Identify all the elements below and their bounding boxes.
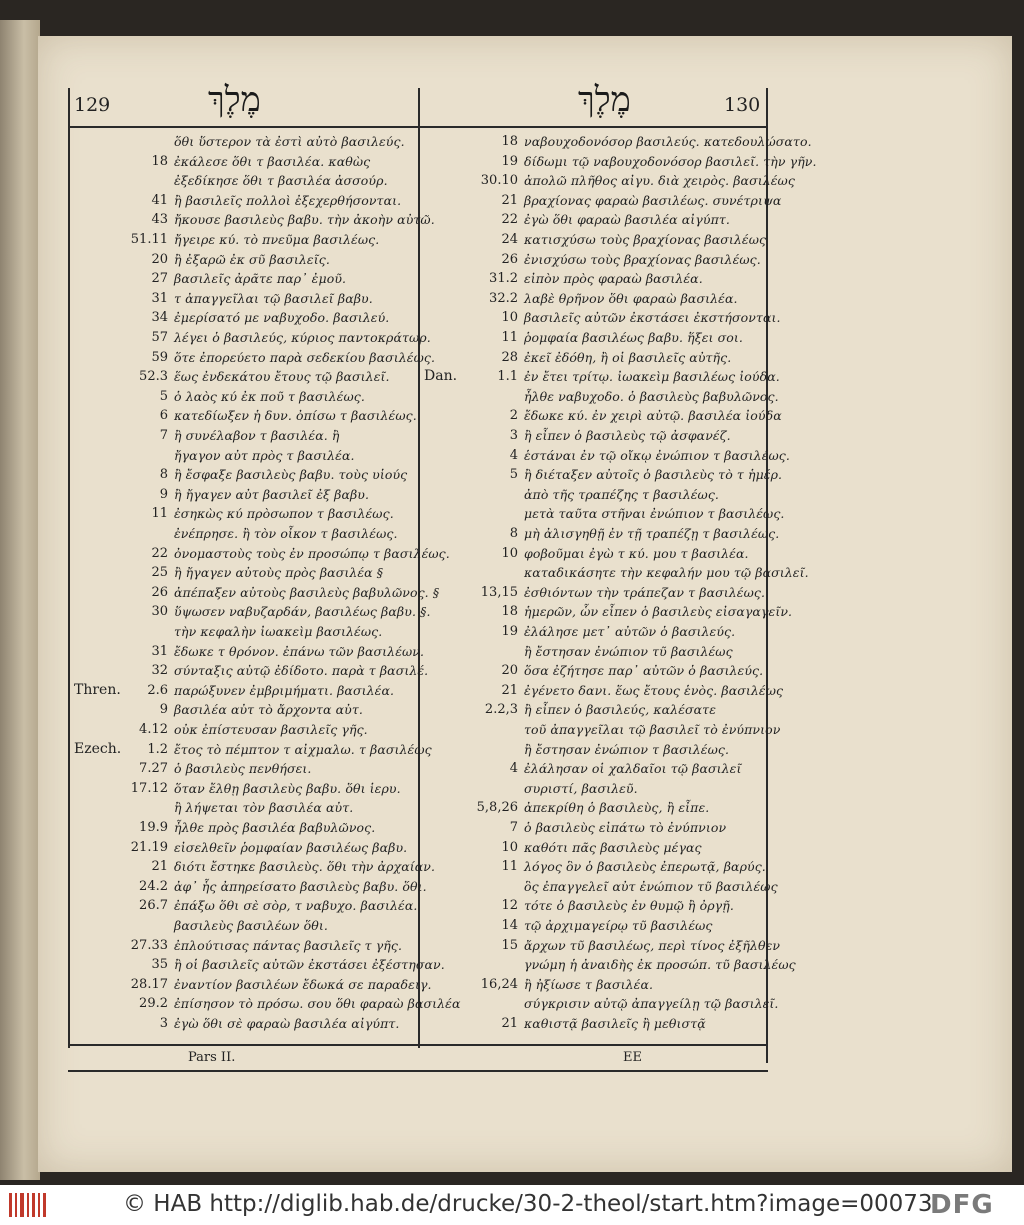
concordance-line [72,347,436,368]
verse-reference: 4.12 [139,722,168,737]
concordance-line [422,778,766,799]
concordance-line [422,1013,766,1034]
verse-reference: 27.33 [130,937,168,953]
left-page-number: 129 [74,94,111,116]
greek-text: ὅθι ὕστερον τὰ ἐστὶ αὐτὸ βασιλεύς. [174,134,405,149]
verse-reference: 21 [501,682,518,698]
concordance-line [422,190,782,211]
concordance-line [72,464,416,485]
greek-text: ὅσα ἐζήτησε παρ᾿ αὐτῶν ὁ βασιλεύς. [524,663,764,679]
verse-reference: 24.2 [139,878,168,894]
greek-text: ἤκουσε βασιλεὺς βαβυ. τὴν ἀκοὴν αὐτῶ. [174,212,435,228]
concordance-line [422,582,766,603]
verse-reference: 10 [501,839,518,855]
concordance-line [422,954,796,975]
verse-reference: 18 [501,604,518,620]
concordance-line [72,229,416,250]
greek-text: ἢ συνέλαβον τ βασιλέα. ἢ [174,428,340,443]
concordance-line [72,170,416,191]
verse-reference: 3 [509,428,518,443]
greek-text: ἐσηκὼς κύ πρὸσωπον τ βασιλέως. [174,506,394,522]
verse-reference: 16,24 [480,976,518,992]
verse-reference: 12 [501,898,518,914]
greek-text: σύνταξις αὐτῷ ἐδίδοτο. παρὰ τ βασιλέ. [174,663,429,679]
concordance-line [422,170,795,191]
verse-reference: 8 [509,526,518,541]
verse-reference: 7 [159,428,168,443]
concordance-line [72,699,416,720]
left-frame-rule [68,88,70,1048]
verse-reference: 27 [151,271,168,287]
concordance-line [72,562,416,583]
verse-reference: 10 [501,545,518,561]
greek-text: ἀπεκρίθη ὁ βασιλεὺς, ἢ εἶπε. [524,800,710,816]
greek-text: ἐπίσησον τὸ πρόσω. σου ὅθι φαραὼ βασιλέα [174,996,461,1012]
verse-reference: 9 [159,486,168,502]
concordance-line [422,268,766,289]
right-page-number: 130 [724,94,761,116]
greek-text: ἦλθε ναβυχοδο. ὁ βασιλεὺς βαβυλῶνος. [524,388,779,404]
concordance-line [72,739,432,760]
concordance-line [72,954,445,975]
verse-reference: 7.27 [139,761,168,777]
verse-reference: 51.11 [130,232,168,247]
verse-reference: 21 [501,1016,518,1031]
verse-reference: 2.6 [147,682,168,698]
greek-text: ἀπέπαξεν αὐτοὺς βασιλεὺς βαβυλῶνος. § [174,584,440,600]
concordance-line [422,993,779,1014]
concordance-line [72,680,416,701]
greek-text: ἢ ἤγαγεν αὐτοὺς πρὸς βασιλέα § [174,565,384,581]
greek-text: κατισχύσω τοὺς βραχίονας βασιλέως [524,232,767,247]
concordance-line [72,503,416,524]
verse-reference: 15 [501,937,518,953]
concordance-line [422,131,812,152]
greek-text: ἀπὸ τῆς τραπέζης τ βασιλέως. [524,486,719,502]
greek-text: διότι ἔστηκε βασιλεὺς. ὅθι τὴν ἀρχαίαν. [174,859,436,875]
concordance-line [72,641,425,662]
greek-text: ὅτε ἐπορεύετο παρὰ σεδεκίου βασιλέως. [174,349,436,365]
concordance-line [422,758,766,779]
greek-text: ἢ ἤγαγεν αὐτ βασιλεῖ ἐξ βαβυ. [174,486,370,502]
concordance-line [72,582,440,603]
concordance-line [72,817,416,838]
verse-reference: 21 [151,859,168,875]
concordance-line [422,425,766,446]
greek-text: βασιλεῖς ἀρᾶτε παρ᾿ ἐμοῦ. [174,271,347,287]
concordance-line [422,817,766,838]
greek-text: ἢ εἶπεν ὁ βασιλεύς, καλέσατε [524,702,717,718]
greek-text: σύγκρισιν αὐτῷ ἀπαγγείλῃ τῷ βασιλεῖ. [524,996,779,1012]
greek-text: ἐγὼ ὅθι σὲ φαραὼ βασιλέα αἰγύπτ. [174,1016,400,1031]
concordance-line [422,601,793,622]
concordance-line [72,307,416,328]
concordance-line [422,739,766,760]
verse-reference: 34 [151,310,168,326]
concordance-line [72,151,416,172]
greek-text: ἑστάναι ἐν τῷ οἴκῳ ἐνώπιον τ βασιλέως. [524,447,790,463]
greek-text: κατεδίωξεν ἡ δυν. ὀπίσω τ βασιλέως. [174,408,417,424]
verse-reference: 32.2 [489,290,518,306]
greek-text: ἢ ἐξαρῶ ἐκ σῦ βασιλεῖς. [174,251,330,267]
greek-text: ἢ ἠξίωσε τ βασιλέα. [524,976,654,992]
greek-text: ὁ λαὸς κύ ἐκ ποῦ τ βασιλέως. [174,388,365,404]
verse-reference: 18 [151,153,168,169]
right-hebrew-heading: מֶלֶךְ [578,80,631,120]
concordance-line [72,327,431,348]
verse-reference: 26 [151,584,168,600]
concordance-line [72,778,416,799]
verse-reference: 20 [501,663,518,679]
book-page [38,36,1012,1172]
concordance-line [72,993,461,1014]
concordance-line [72,445,416,466]
greek-text: ῥομφαία βασιλέως βαβυ. ἥξει σοι. [524,330,743,345]
concordance-line [422,503,785,524]
verse-reference: 52.3 [139,369,168,385]
concordance-line [422,895,766,916]
verse-reference: 11 [151,506,168,522]
greek-text: δίδωμι τῷ ναβουχοδονόσορ βασιλεῖ. τὴν γῆν. [524,153,817,169]
verse-reference: 22 [501,212,518,228]
verse-reference: 5 [159,388,168,404]
dfg-logo: DFG [930,1190,994,1220]
concordance-line [72,758,416,779]
verse-reference: 57 [151,330,168,345]
concordance-line [422,386,779,407]
greek-text: ναβουχοδονόσορ βασιλεύς. κατεδουλώσατο. [524,134,812,149]
verse-reference: 21.19 [130,839,168,855]
concordance-line [422,915,766,936]
greek-text: ἐνέπρησε. ἢ τὸν οἶκον τ βασιλέως. [174,526,398,541]
book-abbreviation: Dan. [424,368,458,385]
concordance-line [422,445,790,466]
concordance-line [422,680,784,701]
verse-reference: 31 [151,643,168,659]
greek-text: τότε ὁ βασιλεὺς ἐν θυμῷ ἢ ὀργῇ. [524,898,734,914]
greek-text: βασιλέα αὐτ τὸ ἄρχοντα αὐτ. [174,702,363,718]
left-hebrew-heading: מֶלֶךְ [208,80,261,120]
greek-text: βασιλεῖς αὐτῶν ἐκστάσει ἐκστήσονται. [524,310,781,326]
verse-reference: 11 [501,859,518,875]
greek-text: ἐξεδίκησε ὅθι τ βασιλέα ἀσσούρ. [174,173,388,189]
verse-reference: 43 [151,212,168,228]
greek-text: τῷ ἀρχιμαγείρῳ τῦ βασιλέως [524,918,713,933]
concordance-line [422,719,781,740]
previous-page-edge [0,20,40,1180]
greek-text: ἐπάξω ὅθι σὲ σὸρ, τ ναβυχο. βασιλέα. [174,898,418,914]
catchword: EE [623,1050,642,1065]
greek-text: ἄρχων τῦ βασιλέως, περὶ τίνος ἐξῆλθεν [524,937,781,953]
verse-reference: 30 [151,604,168,620]
concordance-line [422,484,766,505]
concordance-line [422,288,766,309]
verse-reference: 5 [509,467,518,483]
greek-text: ἐναντίον βασιλέων ἔδωκά σε παραδειγ. [174,976,432,992]
verse-reference: 26 [501,251,518,267]
verse-reference: 9 [159,702,168,718]
verse-reference: 7 [509,820,518,835]
concordance-line [422,699,766,720]
greek-text: ἐσθιόντων τὴν τράπεζαν τ βασιλέως. [524,584,766,600]
greek-text: ἢ οἱ βασιλεῖς αὐτῶν ἐκστάσει ἐξέστησαν. [174,957,445,973]
greek-text: μὴ ἀλισγηθῇ ἐν τῇ τραπέζῃ τ βασιλέως. [524,526,780,541]
greek-text: ἢ εἶπεν ὁ βασιλεὺς τῷ ἀσφανέζ. [524,428,731,443]
right-column [422,131,817,1041]
concordance-line [422,307,781,328]
verse-reference: 6 [159,408,168,424]
concordance-line [72,543,450,564]
greek-text: συριστί, βασιλεῦ. [524,780,638,796]
greek-text: ἢ ἔστησαν ἐνώπιον τ βασιλέως. [524,741,730,757]
concordance-line [422,347,766,368]
verse-reference: 18 [501,134,518,149]
verse-reference: 2 [509,408,518,424]
verse-reference: 14 [501,918,518,933]
greek-text: εἰπὸν πρὸς φαραὼ βασιλέα. [524,271,703,287]
concordance-line [72,935,416,956]
verse-reference: 19.9 [139,820,168,835]
verse-reference: 19 [501,153,518,169]
concordance-line [422,229,766,250]
verse-reference: 59 [151,349,168,365]
verse-reference: 1.1 [497,369,518,385]
verse-reference: 31.2 [489,271,518,287]
verse-reference: 29.2 [139,996,168,1012]
concordance-line [72,915,416,936]
concordance-line [422,523,780,544]
verse-reference: 28.17 [130,976,168,992]
concordance-line [72,719,416,740]
greek-text: ὁ βασιλεὺς εἰπάτω τὸ ἐνύπνιον [524,820,727,835]
verse-reference: 4 [509,761,518,777]
concordance-line [72,1013,416,1034]
greek-text: τοῦ ἀπαγγεῖλαι τῷ βασιλεῖ τὸ ἐνύπνιον [524,722,781,737]
verse-reference: 28 [501,349,518,365]
verse-reference: 13,15 [480,584,518,600]
concordance-line [422,797,766,818]
concordance-line [72,366,416,387]
hab-barcode-icon [8,1191,48,1219]
verse-reference: 11 [501,330,518,345]
greek-text: ἢ βασιλεῖς πολλοὶ ἐξεχερθήσονται. [174,192,402,208]
concordance-line [72,209,435,230]
concordance-line [72,386,416,407]
greek-text: ἐγένετο δανι. ἕως ἔτους ἑνὸς. βασιλέως [524,682,784,698]
concordance-line [72,797,416,818]
greek-text: ἐκεῖ ἐδόθη, ἢ οἱ βασιλεῖς αὐτῆς. [524,349,732,365]
concordance-line [72,601,431,622]
concordance-line [72,621,416,642]
concordance-line [72,876,427,897]
greek-text: οὐκ ἐπίστευσαν βασιλεῖς γῆς. [174,722,368,737]
greek-text: ἢ ἔσφαξε βασιλεὺς βαβυ. τοὺς υἱούς [174,467,408,483]
verse-reference: 22 [151,545,168,561]
greek-text: βασιλεὺς βασιλέων ὅθι. [174,918,328,933]
verse-reference: 10 [501,310,518,326]
greek-text: καθότι πᾶς βασιλεὺς μέγας [524,839,702,855]
greek-text: βραχίονας φαραὼ βασιλέως. συνέτριψα [524,192,782,208]
concordance-line [422,856,766,877]
concordance-line [72,856,436,877]
greek-text: καταδικάσητε τὴν κεφαλήν μου τῷ βασιλεῖ. [524,565,809,581]
verse-reference: 31 [151,290,168,306]
concordance-line [422,876,778,897]
verse-reference: 19 [501,624,518,639]
verse-reference: 30.10 [480,173,518,189]
greek-text: λέγει ὁ βασιλεύς, κύριος παντοκράτωρ. [174,330,431,345]
concordance-line [422,641,766,662]
concordance-line [422,935,781,956]
concordance-line [422,151,817,172]
greek-text: ἕως ἐνδεκάτου ἔτους τῷ βασιλεῖ. [174,369,390,385]
concordance-line [72,131,416,152]
verse-reference: 3 [159,1016,168,1031]
greek-text: ἤγειρε κύ. τὸ πνεῦμα βασιλέως. [174,232,380,247]
greek-text: ἐγὼ ὅθι φαραὼ βασιλέα αἰγύπτ. [524,212,730,228]
concordance-line [422,327,766,348]
concordance-line [422,621,766,642]
greek-text: λόγος ὃν ὁ βασιλεὺς ἐπερωτᾷ, βαρύς. [524,859,766,875]
greek-text: ἢ διέταξεν αὐτοῖς ὁ βασιλεὺς τὸ τ ἡμέρ. [524,467,783,483]
greek-text: ὕψωσεν ναβυζαρδάν, βασιλέως βαβυ. §. [174,604,431,620]
concordance-line [72,425,416,446]
greek-text: ἤγαγον αὐτ πρὸς τ βασιλέα. [174,447,355,463]
concordance-line [422,209,766,230]
viewer-footer [0,1185,1024,1225]
greek-text: ἔδωκε κύ. ἐν χειρὶ αὐτῷ. βασιλέα ἰούδα [524,408,782,424]
greek-text: ἐλάλησαν οἱ χαλδαῖοι τῷ βασιλεῖ [524,761,742,777]
verse-reference: 1.2 [147,741,168,757]
greek-text: ὀνομαστοὺς τοὺς ἐν προσώπῳ τ βασιλέως. [174,545,450,561]
verse-reference: 8 [159,467,168,483]
greek-text: φοβοῦμαι ἐγὼ τ κύ. μου τ βασιλέα. [524,545,749,561]
greek-text: ἀπολῶ πλῆθος αἰγυ. διὰ χειρὸς. βασιλέως [524,173,795,189]
greek-text: ὁ βασιλεὺς πενθήσει. [174,761,312,777]
verse-reference: 17.12 [130,780,168,796]
concordance-line [72,895,416,916]
concordance-line [422,366,780,387]
greek-text: ἢ λήψεται τὸν βασιλέα αὐτ. [174,800,354,816]
verse-reference: 24 [501,232,518,247]
greek-text: ἀφ᾿ ἧς ἀπηρείσατο βασιλεὺς βαβυ. ὅθι. [174,878,427,894]
concordance-line [72,268,416,289]
column-divider [418,88,420,1048]
verse-reference: 21 [501,192,518,208]
greek-text: ἢ ἔστησαν ἐνώπιον τῦ βασιλέως [524,643,733,659]
concordance-line [422,562,809,583]
concordance-line [72,974,432,995]
greek-text: ἐνισχύσω τοὺς βραχίονας βασιλέως. [524,251,761,267]
greek-text: ἔδωκε τ θρόνον. ἐπάνω τῶν βασιλέων. [174,643,425,659]
concordance-line [422,464,783,485]
concordance-line [72,249,416,270]
greek-text: τ ἀπαγγεῖλαι τῷ βασιλεῖ βαβυ. [174,290,373,306]
bottom-rule [68,1044,768,1046]
greek-text: παρώξυνεν ἐμβριμήματι. βασιλέα. [174,682,395,698]
greek-text: ἔτος τὸ πέμπτον τ αἰχμαλω. τ βασιλέως [174,741,432,757]
verse-reference: 32 [151,663,168,679]
greek-text: ἐμερίσατό με ναβυχοδο. βασιλεύ. [174,310,390,326]
greek-text: ἐν ἔτει τρίτῳ. ἰωακεὶμ βασιλέως ἰούδα. [524,369,780,385]
greek-text: ἦλθε πρὸς βασιλέα βαβυλῶνος. [174,820,376,835]
concordance-line [422,543,766,564]
concordance-line [72,405,416,426]
verse-reference: 26.7 [139,898,168,914]
verse-reference: 4 [509,447,518,463]
signature-mark: Pars II. [188,1050,236,1065]
greek-text: τὴν κεφαλὴν ἰωακεὶμ βασιλέως. [174,624,383,639]
greek-text: ἐπλούτισας πάντας βασιλεῖς τ γῆς. [174,937,403,953]
greek-text: ἐκάλεσε ὅθι τ βασιλέα. καθὼς [174,153,371,169]
greek-text: ἡμερῶν, ὧν εἶπεν ὁ βασιλεὺς εἰσαγαγεῖν. [524,604,793,620]
copyright-link[interactable]: © HAB http://diglib.hab.de/drucke/30-2-theol/start.htm?image=00073 [123,1191,933,1217]
concordance-line [422,974,766,995]
concordance-line [422,249,766,270]
greek-text: ἐλάλησε μετ᾿ αὐτῶν ὁ βασιλεύς. [524,624,736,639]
concordance-line [422,405,782,426]
greek-text: καθιστᾷ βασιλεῖς ἢ μεθιστᾷ [524,1016,706,1031]
greek-text: ὃς ἐπαγγελεῖ αὐτ ἐνώπιον τῦ βασιλέως [524,878,778,894]
book-abbreviation: Ezech. [74,740,122,757]
concordance-line [72,484,416,505]
footer-rule [68,1070,768,1072]
concordance-line [72,190,416,211]
concordance-line [72,660,429,681]
concordance-line [72,523,416,544]
book-abbreviation: Thren. [74,681,121,698]
verse-reference: 5,8,26 [476,800,518,816]
greek-text: εἰσελθεῖν ῥομφαίαν βασιλέως βαβυ. [174,839,408,855]
greek-text: γνώμη ἡ ἀναιδὴς ἐκ προσώπ. τῦ βασιλέως [524,957,796,973]
concordance-line [72,288,416,309]
verse-reference: 35 [151,957,168,973]
greek-text: λαβὲ θρῆνον ὅθι φαραὼ βασιλέα. [524,290,738,306]
greek-text: ὅταν ἔλθῃ βασιλεὺς βαβυ. ὅθι ἱερυ. [174,780,401,796]
concordance-line [422,660,766,681]
verse-reference: 25 [151,565,168,581]
verse-reference: 20 [151,251,168,267]
concordance-line [72,837,416,858]
verse-reference: 41 [151,192,168,208]
verse-reference: 2.2,3 [484,702,518,718]
greek-text: μετὰ ταῦτα στῆναι ἐνώπιον τ βασιλέως. [524,506,785,522]
concordance-line [422,837,766,858]
